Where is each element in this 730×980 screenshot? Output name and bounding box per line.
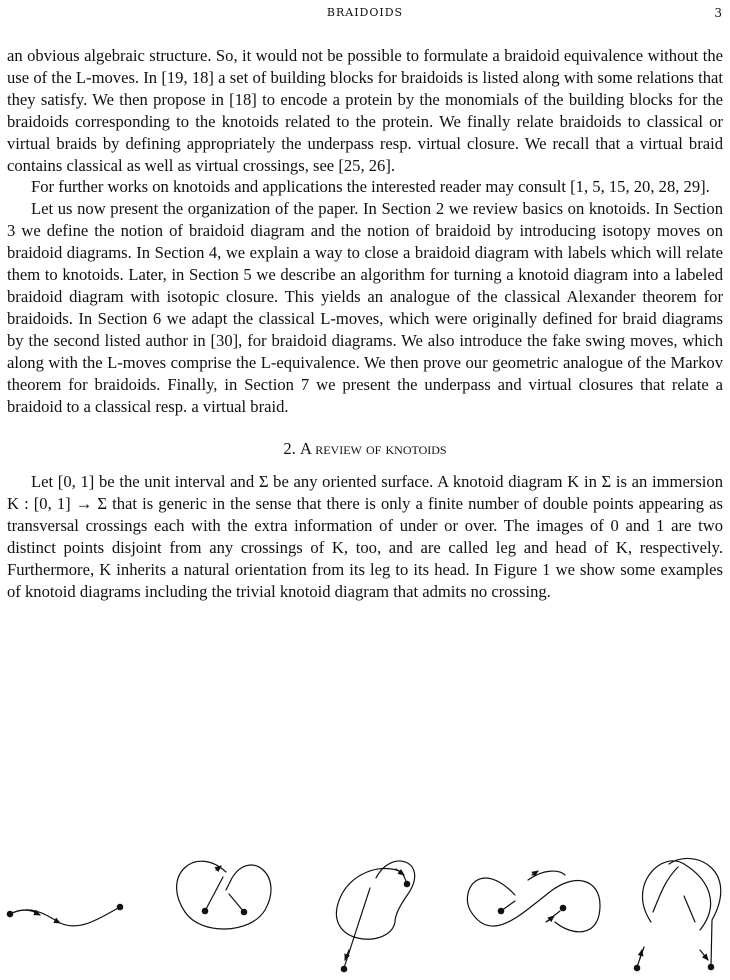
knotoid-diagram-3 <box>336 861 414 972</box>
paragraph-further-works: For further works on knotoids and applications the interested reader may consult [1, 5, 15, 20, 28, 29]. <box>31 177 710 197</box>
knotoid-diagram-4 <box>467 871 600 932</box>
running-title: BRAIDOIDS <box>326 6 404 19</box>
knotoid-diagram-2 <box>177 861 271 929</box>
section-heading <box>7 438 723 460</box>
paragraph-section2: Let [0, 1] be the unit interval and Σ be any oriented surface. A knotoid diagram K in Σ is an immersion K : [0, 1] → Σ that is generic in the sense that there is only a finite number of double points appearing as transversal crossings each with the extra information of under or over. The images of 0 and 1 are two distinct points disjoint from any crossings of K, too, and are called leg and head of K, respectively. Furthermore, K inherits a natural orientation from its leg to its head. In Figure 1 we show some examples of knotoid diagrams including the trivial knotoid diagram that admits no crossing. <box>7 472 723 601</box>
body-text <box>7 45 723 603</box>
knotoid-diagram-5 <box>634 858 721 971</box>
paragraph-continued: an obvious algebraic structure. So, it would not be possible to formulate a braidoid equivalence without the use of the L-moves. In [19, 18] a set of building blocks for braidoids is listed along with some relations that they satisfy. We then propose in [18] to encode a protein by the monomials of the building blocks for the braidoids corresponding to the knotoids related to the protein. We finally relate braidoids to classical or virtual braids by defining appropriately the underpass resp. virtual closure. We recall that a virtual braid contains classical as well as virtual crossings, see [25, 26]. <box>7 46 723 175</box>
page-number: 3 <box>714 6 722 20</box>
paragraph-organization: Let us now present the organization of the paper. In Section 2 we review basics on knotoids. In Section 3 we define the notion of braidoid diagram and the notion of braidoid by introducing isotopy moves on braidoid diagrams. In Section 4, we explain a way to close a braidoid diagram with labels which will relate them to knotoids. Later, in Section 5 we describe an algorithm for turning a knotoid diagram into a labeled braidoid diagram with isotopic closure. This yields an analogue of the classical Alexander theorem for braidoids. In Section 6 we adapt the classical L-moves, which were originally defined for braid diagrams by the second listed author in [30], for braidoid diagrams. We also introduce the fake swing moves, which along with the L-moves comprise the L-equivalence. We then prove our geometric analogue of the Markov theorem for braidoids. Finally, in Section 7 we present the underpass and virtual closures that relate a braidoid to a classical resp. a virtual braid. <box>7 199 723 416</box>
section-title: A review of knotoids <box>299 439 447 459</box>
section-number: 2. <box>283 439 296 459</box>
knotoid-figure <box>0 850 730 975</box>
page-header <box>0 6 730 22</box>
trivial-knotoid-diagram <box>7 904 124 926</box>
